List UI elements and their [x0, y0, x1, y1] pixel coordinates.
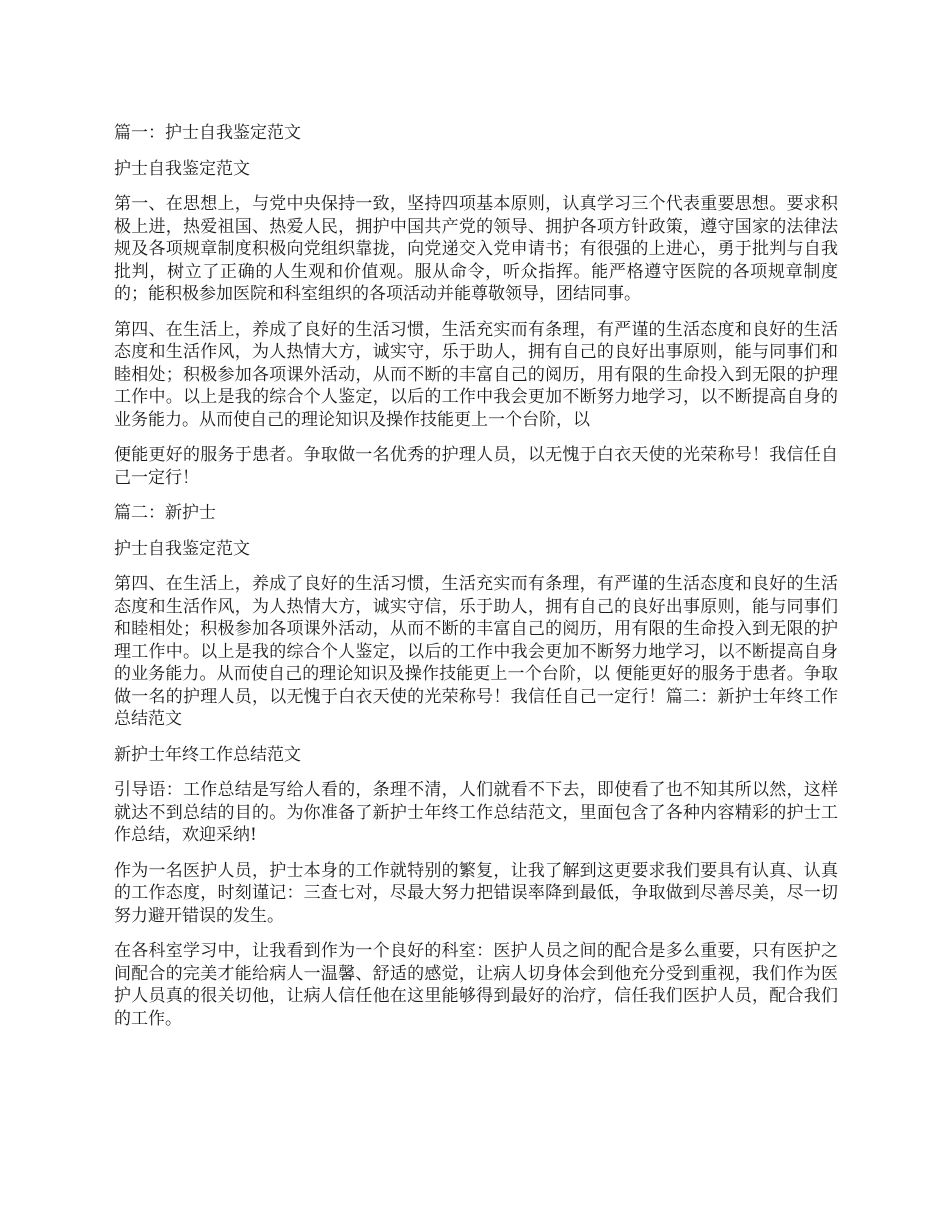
paragraph-life: 第四、在生活上，养成了良好的生活习惯，生活充实而有条理，有严谨的生活态度和良好的生活态度和生活作风，为人热情大方，诚实守，乐于助人，拥有自己的良好出事原则，能与同事们和睦相处；积极参加各项课外活动，从而不断的丰富自己的阅历，用有限的生命投入到无限的护理工作中。以上是我的综合个人鉴定，以后的工作中我会更加不断努力地学习，以不断提高自身的业务能力。从而使自己的理论知识及操作技能更上一个台阶，以 — [114, 319, 838, 430]
paragraph-attitude: 作为一名医护人员，护士本身的工作就特别的繁复，让我了解到这更要求我们要具有认真、认真的工作态度，时刻谨记：三查七对，尽最大努力把错误率降到最低，争取做到尽善尽美，尽一切努力避开错误的发生。 — [114, 860, 838, 926]
section-heading-1: 篇一：护士自我鉴定范文 — [114, 123, 301, 143]
section-subtitle-2: 护士自我鉴定范文 — [114, 538, 250, 559]
paragraph-teamwork: 在各科室学习中，让我看到作为一个良好的科室：医护人员之间的配合是多么重要，只有医护之间配合的完美才能给病人一温馨、舒适的感觉，让病人切身体会到他充分受到重视，我们作为医护人员真的很关切他，让病人信任他在这里能够得到最好的治疗，信任我们医护人员，配合我们的工作。 — [114, 941, 838, 1029]
paragraph-intro: 引导语：工作总结是写给人看的，条理不清，人们就看不下去，即使看了也不知其所以然，这样就达不到总结的目的。为你准备了新护士年终工作总结范文，里面包含了各种内容精彩的护士工作总结，欢迎采纳! — [114, 780, 838, 845]
section-heading-2: 篇二：新护士 — [114, 503, 216, 523]
section-subtitle-3: 新护士年终工作总结范文 — [114, 744, 301, 765]
document-body — [114, 122, 838, 1043]
section-subtitle-1: 护士自我鉴定范文 — [114, 158, 250, 179]
paragraph-service: 便能更好的服务于患者。争取做一名优秀的护理人员，以无愧于白衣天使的光荣称号！我信任自己一定行！ — [114, 445, 838, 488]
paragraph-thought: 第一、在思想上，与党中央保持一致，坚持四项基本原则，认真学习三个代表重要思想。要求积极上进，热爱祖国、热爱人民，拥护中国共产党的领导、拥护各项方针政策，遵守国家的法律法规及各项规章制度积极向党组织靠拢，向党递交入党申请书；有很强的上进心，勇于批判与自我批判，树立了正确的人生观和价值观。服从命令，听众指挥。能严格遵守医院的各项规章制度的；能积极参加医院和科室组织的各项活动并能尊敬领导，团结同事。 — [114, 194, 838, 304]
paragraph-life-2: 第四、在生活上，养成了良好的生活习惯，生活充实而有条理，有严谨的生活态度和良好的生活态度和生活作风，为人热情大方，诚实守信，乐于助人，拥有自己的良好出事原则，能与同事们和睦相处；积极参加各项课外活动，从而不断的丰富自己的阅历，用有限的生命投入到无限的护理工作中。以上是我的综合个人鉴定，以后的工作中我会更加不断努力地学习，以不断提高自身的业务能力。从而使自己的理论知识及操作技能更上一个台阶，以 便能更好的服务于患者。争取做一名的护理人员，以无愧于白衣天使的光荣称号！我信任自己一定行！篇二：新护士年终工作总结范文 — [114, 574, 838, 729]
